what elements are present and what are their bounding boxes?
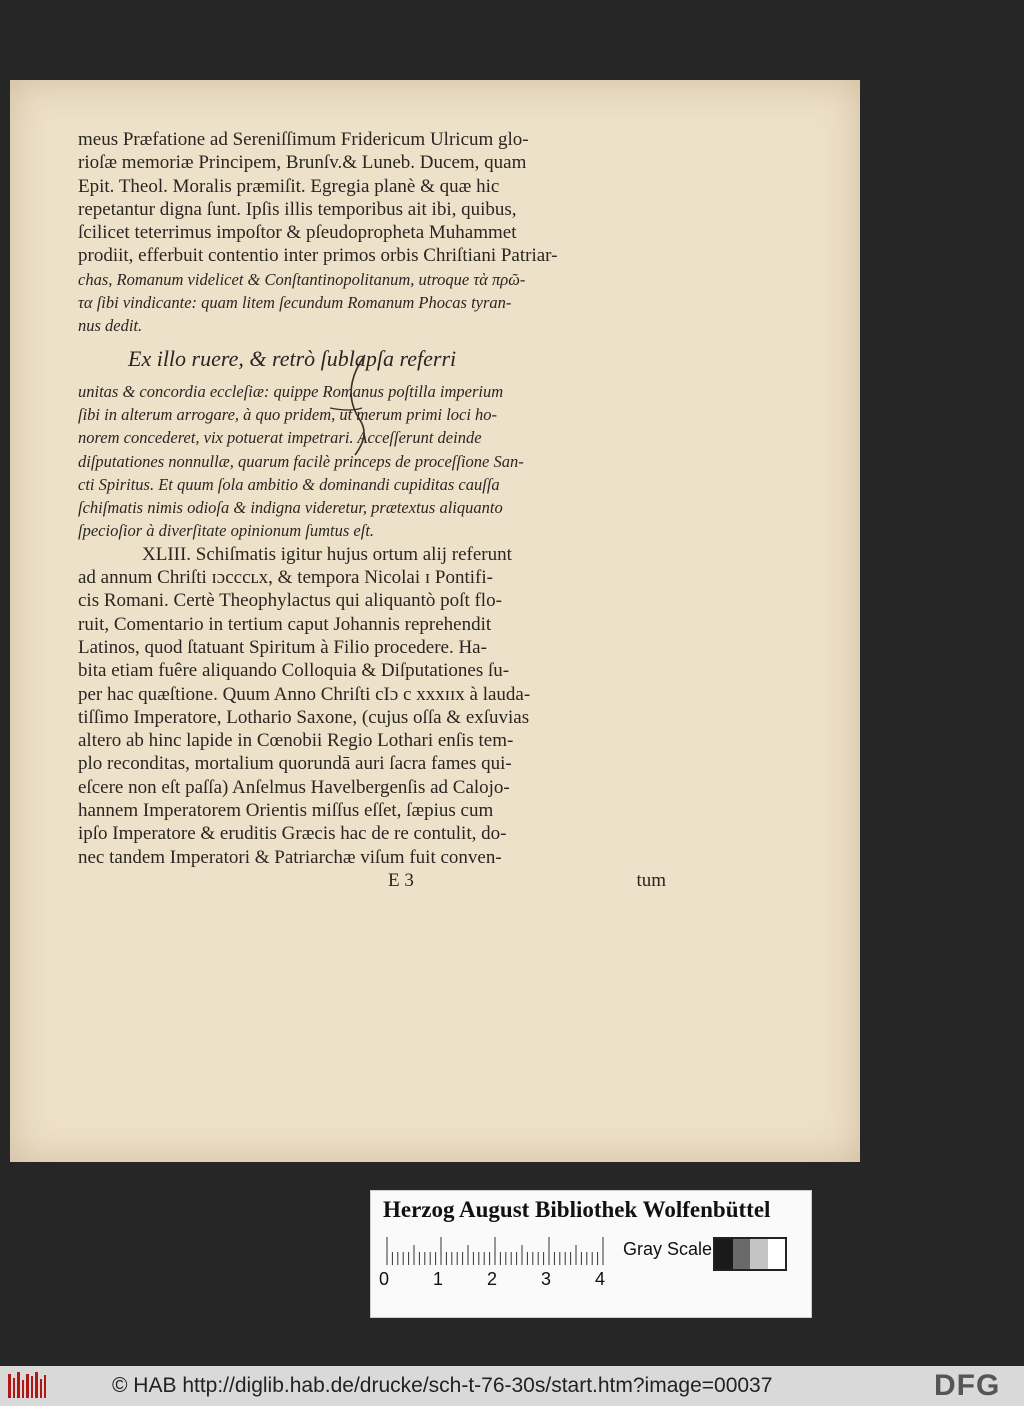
text-line: prodiit, efferbuit contentio inter primos orbis Chriſtiani Patriar- <box>78 245 558 267</box>
text-line: Latinos, quod ſtatuant Spiritum à Filio procedere. Ha- <box>78 636 487 658</box>
gray-swatch <box>733 1239 751 1269</box>
text-line: cti Spiritus. Et quum ſola ambitio & dominandi cupiditas cauſſa <box>78 474 500 494</box>
text-line: τα ſibi vindicante: quam litem ſecundum Romanum Phocas tyran- <box>78 293 512 313</box>
text-line: repetantur digna ſunt. Ipſis illis temporibus ait ibi, quibus, <box>78 198 517 220</box>
text-line: Epit. Theol. Moralis præmiſit. Egregia planè & quæ hic <box>78 175 500 197</box>
text-line: bita etiam fuêre aliquando Colloquia & Diſputationes ſu- <box>78 660 510 682</box>
page-text <box>78 128 668 892</box>
text-line: eſcere non eſt paſſa) Anſelmus Havelbergenſis ad Calojo- <box>78 776 510 798</box>
verse-line: Ex illo ruere, & retrò ſublapſa referri <box>128 345 457 371</box>
source-link[interactable]: © HAB http://diglib.hab.de/drucke/sch-t-76-30s/start.htm?image=00037 <box>112 1374 773 1397</box>
text-line: tiſſimo Imperatore, Lothario Saxone, (cujus oſſa & exſuvias <box>78 706 530 728</box>
text-line: nec tandem Imperatori & Patriarchæ viſum fuit conven- <box>78 846 502 868</box>
text-line: ſibi in alterum arrogare, à quo pridem, ut merum primi loci ho- <box>78 404 498 424</box>
page-signature-line <box>78 869 668 892</box>
text-line: rioſæ memoriæ Principem, Brunſv.& Luneb. Ducem, quam <box>78 152 527 174</box>
catchword: tum <box>636 869 666 891</box>
text-line: nus dedit. <box>78 316 143 336</box>
text-line: altero ab hinc lapide in Cœnobii Regio Lothari enſis tem- <box>78 730 514 752</box>
ruler-label-2: 2 <box>487 1269 498 1289</box>
ruler-label-3: 3 <box>541 1269 552 1289</box>
text-line: norem concederet, vix potuerat impetrari. Acceſſerunt deinde <box>78 428 482 448</box>
ruler-label-0: 0 <box>379 1269 390 1289</box>
text-line: unitas & concordia eccleſiæ: quippe Romanus poſtilla imperium <box>78 381 504 401</box>
text-line: plo reconditas, mortalium quorundā auri ſacra fames qui- <box>78 753 512 775</box>
book-page <box>10 80 860 1162</box>
text-line: chas, Romanum videlicet & Conſtantinopolitanum, utroque τὰ πρῶ- <box>78 269 526 289</box>
paragraph-preface-quote <box>78 128 668 338</box>
text-line: ſchiſmatis nimis odioſa & indigna videretur, prætextus aliquanto <box>78 498 503 518</box>
signature-mark: E 3 <box>388 869 414 891</box>
text-line: diſputationes nonnullæ, quarum facilè princeps de proceſſione San- <box>78 451 524 471</box>
text-line: hannem Imperatorem Orientis miſſus eſſet, ſæpius cum <box>78 800 494 822</box>
gray-swatch <box>768 1239 786 1269</box>
ruler-label-1: 1 <box>433 1269 444 1289</box>
card-title: Herzog August Bibliothek Wolfenbüttel <box>383 1197 771 1222</box>
ruler-scale <box>383 1235 608 1265</box>
text-line: ruit, Comentario in tertium caput Johannis reprehendit <box>78 613 492 635</box>
ruler-label-4: 4 <box>595 1269 606 1289</box>
text-line: meus Præfatione ad Sereniſſimum Fridericum Ulricum glo- <box>78 129 529 150</box>
text-line: ſpecioſior à diverſitate opinionum ſumtus eſt. <box>78 521 375 541</box>
gray-swatch <box>750 1239 768 1269</box>
dfg-logo: DFG <box>934 1369 1001 1402</box>
color-reference-card <box>370 1190 812 1318</box>
text-line: ſcilicet teterrimus impoſtor & pſeudopropheta Muhammet <box>78 222 517 244</box>
gray-swatch <box>715 1239 733 1269</box>
handwritten-bracket-mark <box>310 350 390 460</box>
hab-logo-icon <box>6 1370 48 1402</box>
text-line: per hac quæſtione. Quum Anno Chriſti cIɔ c xxxɪɪx à lauda- <box>78 683 531 705</box>
text-line: XLIII. Schiſmatis igitur hujus ortum alij referunt <box>142 543 512 565</box>
gray-scale-bar <box>713 1237 787 1271</box>
text-line: ipſo Imperatore & eruditis Græcis hac de re contulit, do- <box>78 823 507 845</box>
text-line: ad annum Chriſti ɪɔcccʟx, & tempora Nicolai ɪ Pontifi- <box>78 567 493 589</box>
footer-bar <box>0 1366 1024 1406</box>
paragraph-xliii <box>78 543 668 869</box>
text-line: cis Romani. Certè Theophylactus qui aliquantò poſt flo- <box>78 590 502 612</box>
gray-scale-label: Gray Scale <box>623 1239 713 1259</box>
